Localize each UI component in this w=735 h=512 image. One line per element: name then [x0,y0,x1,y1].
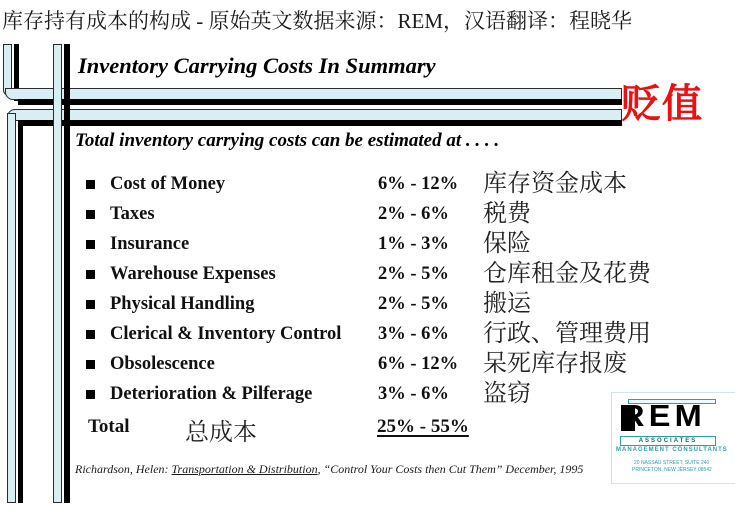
cost-label-zh: 保险 [483,231,531,257]
logo-associates-bar: ASSOCIATES [620,436,716,446]
cost-item-row [0,292,735,322]
cost-range: 1% - 3% [378,234,449,254]
logo-tagline: MANAGEMENT CONSULTANTS [616,447,728,453]
rem-logo [611,392,735,484]
bullet-square-icon [86,300,95,309]
cost-label: Obsolescence [110,354,215,374]
cost-item-row [0,172,735,202]
cost-range: 6% - 12% [378,174,459,194]
cost-range: 2% - 6% [378,204,449,224]
page-title: 库存持有成本的构成 - 原始英文数据来源：REM，汉语翻译：程晓华 [2,9,632,33]
cost-range: 3% - 6% [378,384,449,404]
cost-item-row [0,322,735,352]
cost-label: Cost of Money [110,174,226,194]
citation-author: Richardson, Helen: [75,462,172,476]
cost-label: Warehouse Expenses [110,264,276,284]
citation-journal: Transportation & Distribution [171,462,318,476]
cost-label-zh: 行政、管理费用 [483,321,651,347]
cost-item-row [0,262,735,292]
bullet-square-icon [86,390,95,399]
cost-range: 2% - 5% [378,294,449,314]
total-range: 25% - 55% [377,416,469,437]
citation-rest: , “Control Your Costs then Cut Them” December, 1995 [317,462,584,476]
logo-wordmark: REM [621,398,706,433]
cost-label-zh: 库存资金成本 [483,171,627,197]
bullet-square-icon [86,210,95,219]
total-label: Total [88,416,130,437]
bullet-square-icon [86,270,95,279]
bullet-square-icon [86,180,95,189]
bullet-square-icon [86,330,95,339]
cost-range: 6% - 12% [378,354,459,374]
cost-label-zh: 呆死库存报废 [483,351,627,377]
logo-address-line2: PRINCETON, NEW JERSEY 08542 [632,467,712,473]
bullet-square-icon [86,240,95,249]
cost-label: Physical Handling [110,294,255,314]
cost-item-row [0,352,735,382]
frame-header-underline-black-line [18,99,622,105]
cost-label-zh: 盗窃 [483,381,531,407]
slide-subtitle: Total inventory carrying costs can be estimated at . . . . [75,130,500,151]
cost-label: Deterioration & Pilferage [110,384,313,404]
total-label-zh: 总成本 [185,420,257,446]
red-annotation-zh: 贬值 [621,82,703,126]
slide-header-title: Inventory Carrying Costs In Summary [78,53,436,78]
cost-range: 3% - 6% [378,324,449,344]
bullet-square-icon [86,360,95,369]
cost-label-zh: 税费 [483,201,531,227]
cost-range: 2% - 5% [378,264,449,284]
logo-address-line1: 20 NASSAU STREET, SUITE 240 [634,460,710,466]
cost-label-zh: 仓库租金及花费 [483,261,651,287]
cost-label: Taxes [110,204,155,224]
cost-label: Clerical & Inventory Control [110,324,342,344]
cost-label-zh: 搬运 [483,291,531,317]
citation [75,462,583,477]
cost-label: Insurance [110,234,190,254]
cost-item-row [0,202,735,232]
frame-content-top-black-line [18,120,622,126]
cost-item-row [0,232,735,262]
